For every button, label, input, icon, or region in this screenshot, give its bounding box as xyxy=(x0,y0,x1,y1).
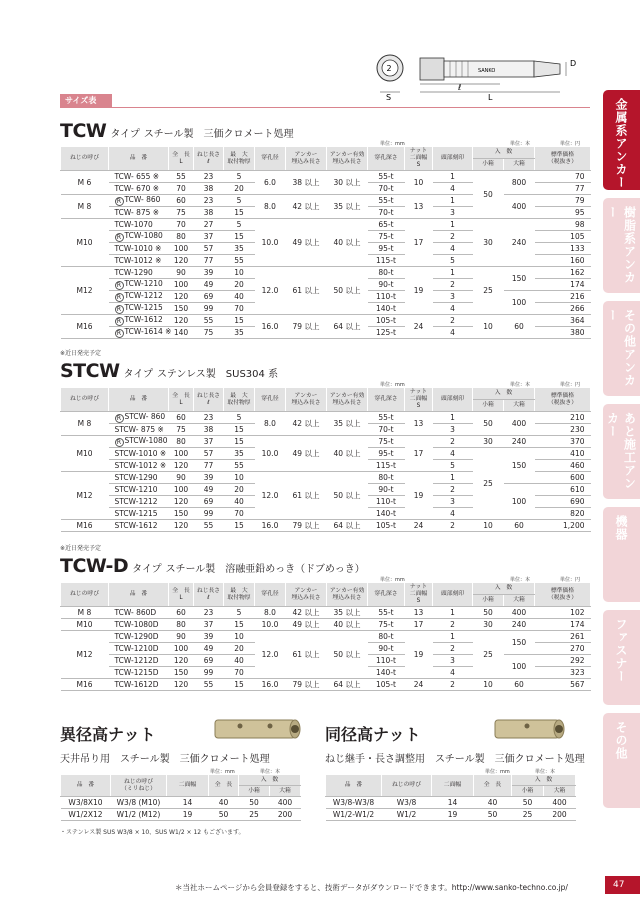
unit-mm: 単位：mm xyxy=(380,141,405,147)
inac-table: 品 番 ねじの呼び （ミリねじ） 二面幅 全 長 入 数 小箱 大箱 W3/8X10 W3/8 (M10) 14 40 50 400 W1/2X12 W1/2 (M12) 19 50 25 200 xyxy=(60,774,301,821)
anchor-drawing xyxy=(360,48,590,100)
tcw-title: TCW タイプ スチール製 三価クロメート処理 xyxy=(60,120,294,142)
unit-mm: 単位：mm xyxy=(380,382,405,388)
table-row: M16 R TCW-1612 120 55 15 16.0 79 以上 64 以上 105-t 24 2 10 60 364 xyxy=(61,315,591,327)
divider xyxy=(60,107,590,108)
sidebar-item-5[interactable]: ファスナー xyxy=(603,610,640,705)
unit-mm: 単位：mm xyxy=(380,577,405,583)
table-row: M 8 TCW- 860D 60 23 5 8.0 42 以上 35 以上 55-t 13 1 50 400 102 xyxy=(61,607,591,619)
table-row: TCW-1210D 100 49 20 90-t 2 270 xyxy=(61,643,591,655)
unit-mm: 単位：mm xyxy=(210,769,235,775)
category-sidebar xyxy=(600,90,640,810)
stcw-note: ※近日発売予定 xyxy=(60,545,102,552)
table-row: W1/2X12 W1/2 (M12) 19 50 25 200 xyxy=(61,809,301,821)
table-row: R TCW-1080 80 37 15 75-t 2 105 xyxy=(61,231,591,243)
stcw-table: ねじの呼び 品 番 全 長 L ねじ長さ ℓ 最 大 取付物厚 穿孔径 アンカー 埋込み長さ アンカー有効 埋込み長さ 穿孔深さ ナット 二面幅 S 頭部刻印 入 数 標準価格 （税抜き） 小箱 大箱 M 8 R STCW- 860 60 23 5 8.0 42 以上 35 以上 55-t 13 1 50 400 210 STCW- 875 ※ 75 38 15 70-t 3 230 M10 R STCW-1080 80 37 15 10.0 49 以上 40 以上 75-t 17 2 30 240 370 STCW-1010 ※ 100 57 35 95-t 4 25 150 410 STCW-1012 ※ 120 77 55 115-t 5 460 M12 STCW-1290 90 39 10 12.0 61 以上 50 以上 80-t 19 1 600 STCW-1210 100 49 20 90-t 2 100 610 STCW-1212 120 69 40 110-t 3 690 STCW-1215 150 99 70 140-t 4 820 M16 STCW-1612 120 55 15 16.0 79 以上 64 以上 105-t 24 2 10 60 1,200 xyxy=(60,387,591,532)
footer-note: ＊当社ホームページから会員登録をすると、技術データがダウンロードできます。http://www.sanko-techno.co.jp/ xyxy=(175,883,568,892)
sidebar-item-2[interactable]: その他アンカー xyxy=(603,301,640,396)
unit-mm: 単位：mm xyxy=(485,769,510,775)
table-row: M10 R STCW-1080 80 37 15 10.0 49 以上 40 以上 75-t 17 2 30 240 370 xyxy=(61,436,591,448)
unit-box: 単位：本 xyxy=(535,769,556,775)
table-row: STCW-1012 ※ 120 77 55 115-t 5 460 xyxy=(61,460,591,472)
tcwd-title: TCW-D タイプ スチール製 溶融亜鉛めっき（ドブめっき） xyxy=(60,555,365,577)
nut-mark: SANKO xyxy=(478,68,496,74)
donac-sub: ねじ継手・長さ調整用 スチール製 三価クロメート処理 xyxy=(325,754,585,765)
unit-yen: 単位：円 xyxy=(560,382,581,388)
table-row: R TCW-1212 120 69 40 110-t 3 100 216 xyxy=(61,291,591,303)
table-row: W3/8-W3/8 W3/8 14 40 50 400 xyxy=(326,797,576,809)
svg-text:2: 2 xyxy=(386,64,392,73)
table-row: M16 STCW-1612 120 55 15 16.0 79 以上 64 以上 105-t 24 2 10 60 1,200 xyxy=(61,520,591,532)
table-row: TCW-1010 ※ 100 57 35 95-t 4 133 xyxy=(61,243,591,255)
nut-image xyxy=(490,714,570,744)
table-row: R TCW-1210 100 49 20 90-t 2 174 xyxy=(61,279,591,291)
unit-box: 単位：本 xyxy=(510,141,531,147)
table-row: STCW-1215 150 99 70 140-t 4 820 xyxy=(61,508,591,520)
dim-d: D xyxy=(570,59,577,68)
table-row: M 8 R STCW- 860 60 23 5 8.0 42 以上 35 以上 55-t 13 1 50 400 210 xyxy=(61,412,591,424)
table-row: TCW-1012 ※ 120 77 55 115-t 5 160 xyxy=(61,255,591,267)
size-table-tag: サイズ表 xyxy=(60,94,112,107)
unit-box: 単位：本 xyxy=(510,577,531,583)
inac-note: ・ステンレス製 SUS W3/8 × 10、SUS W1/2 × 12 もございます。 xyxy=(60,829,245,836)
tcw-table: ねじの呼び 品 番 全 長 L ねじ長さ ℓ 最 大 取付物厚 穿孔径 アンカー 埋込み長さ アンカー有効 埋込み長さ 穿孔深さ ナット 二面幅 S 頭部刻印 入 数 標準価格 （税抜き） 小箱 大箱 M 6 TCW- 655 ※ 55 23 5 6.0 38 以上 30 以上 55-t 10 1 50 800 70 TCW- 670 ※ 70 38 20 70-t 4 77 M 8 R TCW- 860 60 23 5 8.0 42 以上 35 以上 55-t 13 1 400 79 TCW- 875 ※ 75 38 15 70-t 3 95 M10 TCW-1070 70 27 5 10.0 49 以上 40 以上 65-t 17 1 30 240 98 R TCW-1080 80 37 15 75-t 2 105 TCW-1010 ※ 100 57 35 95-t 4 133 TCW-1012 ※ 120 77 55 115-t 5 160 M12 TCW-1290 90 39 10 12.0 61 以上 50 以上 80-t 19 1 25 150 162 R TCW-1210 100 49 20 90-t 2 174 R TCW-1212 120 69 40 110-t 3 100 216 R TCW-1215 150 99 70 140-t 4 266 M16 R TCW-1612 120 55 15 16.0 79 以上 64 以上 105-t 24 2 10 60 364 R TCW-1614 ※ 140 75 35 125-t 4 380 xyxy=(60,146,591,339)
table-row: STCW-1010 ※ 100 57 35 95-t 4 25 150 410 xyxy=(61,448,591,460)
table-row: TCW- 670 ※ 70 38 20 70-t 4 77 xyxy=(61,183,591,195)
table-row: TCW- 875 ※ 75 38 15 70-t 3 95 xyxy=(61,207,591,219)
dim-s: S xyxy=(386,93,392,100)
table-row: W3/8X10 W3/8 (M10) 14 40 50 400 xyxy=(61,797,301,809)
donac-table: 品 番 ねじの呼び 二面幅 全 長 入 数 小箱 大箱 W3/8-W3/8 W3/8 14 40 50 400 W1/2-W1/2 W1/2 19 50 25 200 xyxy=(325,774,576,821)
table-row: M 6 TCW- 655 ※ 55 23 5 6.0 38 以上 30 以上 55-t 10 1 50 800 70 xyxy=(61,171,591,183)
table-row: STCW-1210 100 49 20 90-t 2 100 610 xyxy=(61,484,591,496)
table-row: M16 TCW-1612D 120 55 15 16.0 79 以上 64 以上 105-t 24 2 10 60 567 xyxy=(61,679,591,691)
tcwd-table: ねじの呼び 品 番 全 長 L ねじ長さ ℓ 最 大 取付物厚 穿孔径 アンカー 埋込み長さ アンカー有効 埋込み長さ 穿孔深さ ナット 二面幅 S 頭部刻印 入 数 標準価格 （税抜き） 小箱 大箱 M 8 TCW- 860D 60 23 5 8.0 42 以上 35 以上 55-t 13 1 50 400 102 M10 TCW-1080D 80 37 15 10.0 49 以上 40 以上 75-t 17 2 30 240 174 M12 TCW-1290D 90 39 10 12.0 61 以上 50 以上 80-t 19 1 25 150 261 TCW-1210D 100 49 20 90-t 2 270 TCW-1212D 120 69 40 110-t 3 100 292 TCW-1215D 150 99 70 140-t 4 323 M16 TCW-1612D 120 55 15 16.0 79 以上 64 以上 105-t 24 2 10 60 567 xyxy=(60,582,591,691)
table-row: W1/2-W1/2 W1/2 19 50 25 200 xyxy=(326,809,576,821)
table-row: M 8 R TCW- 860 60 23 5 8.0 42 以上 35 以上 55-t 13 1 400 79 xyxy=(61,195,591,207)
table-row: TCW-1212D 120 69 40 110-t 3 100 292 xyxy=(61,655,591,667)
donac-title: 同径高ナット xyxy=(325,725,421,744)
dim-l: L xyxy=(488,93,493,100)
table-row: R TCW-1614 ※ 140 75 35 125-t 4 380 xyxy=(61,327,591,339)
table-row: M12 TCW-1290 90 39 10 12.0 61 以上 50 以上 80-t 19 1 25 150 162 xyxy=(61,267,591,279)
sidebar-item-4[interactable]: 機器 xyxy=(603,507,640,602)
table-row: M10 TCW-1080D 80 37 15 10.0 49 以上 40 以上 75-t 17 2 30 240 174 xyxy=(61,619,591,631)
unit-yen: 単位：円 xyxy=(560,141,581,147)
page-number: 47 xyxy=(605,876,640,894)
inac-title: 異径高ナット xyxy=(60,725,156,744)
unit-box: 単位：本 xyxy=(510,382,531,388)
table-row: M10 TCW-1070 70 27 5 10.0 49 以上 40 以上 65-t 17 1 30 240 98 xyxy=(61,219,591,231)
nut-image xyxy=(210,714,305,744)
unit-yen: 単位：円 xyxy=(560,577,581,583)
table-row: R TCW-1215 150 99 70 140-t 4 266 xyxy=(61,303,591,315)
table-row: STCW-1212 120 69 40 110-t 3 690 xyxy=(61,496,591,508)
sidebar-item-metal-anchor[interactable]: 金属系アンカー xyxy=(603,90,640,190)
table-row: M12 TCW-1290D 90 39 10 12.0 61 以上 50 以上 80-t 19 1 25 150 261 xyxy=(61,631,591,643)
sidebar-item-1[interactable]: 樹脂系アンカー xyxy=(603,198,640,293)
table-row: TCW-1215D 150 99 70 140-t 4 323 xyxy=(61,667,591,679)
stcw-title: STCW タイプ ステンレス製 SUS304 系 xyxy=(60,360,279,382)
sidebar-item-6[interactable]: その他 xyxy=(603,713,640,808)
table-row: STCW- 875 ※ 75 38 15 70-t 3 230 xyxy=(61,424,591,436)
table-row: M12 STCW-1290 90 39 10 12.0 61 以上 50 以上 80-t 19 1 600 xyxy=(61,472,591,484)
inac-sub: 天井吊り用 スチール製 三価クロメート処理 xyxy=(60,754,270,765)
unit-box: 単位：本 xyxy=(260,769,281,775)
dim-l-small: ℓ xyxy=(458,83,462,92)
tcw-note: ※近日発売予定 xyxy=(60,350,102,357)
sidebar-item-3[interactable]: あと施工アンカー xyxy=(603,404,640,499)
